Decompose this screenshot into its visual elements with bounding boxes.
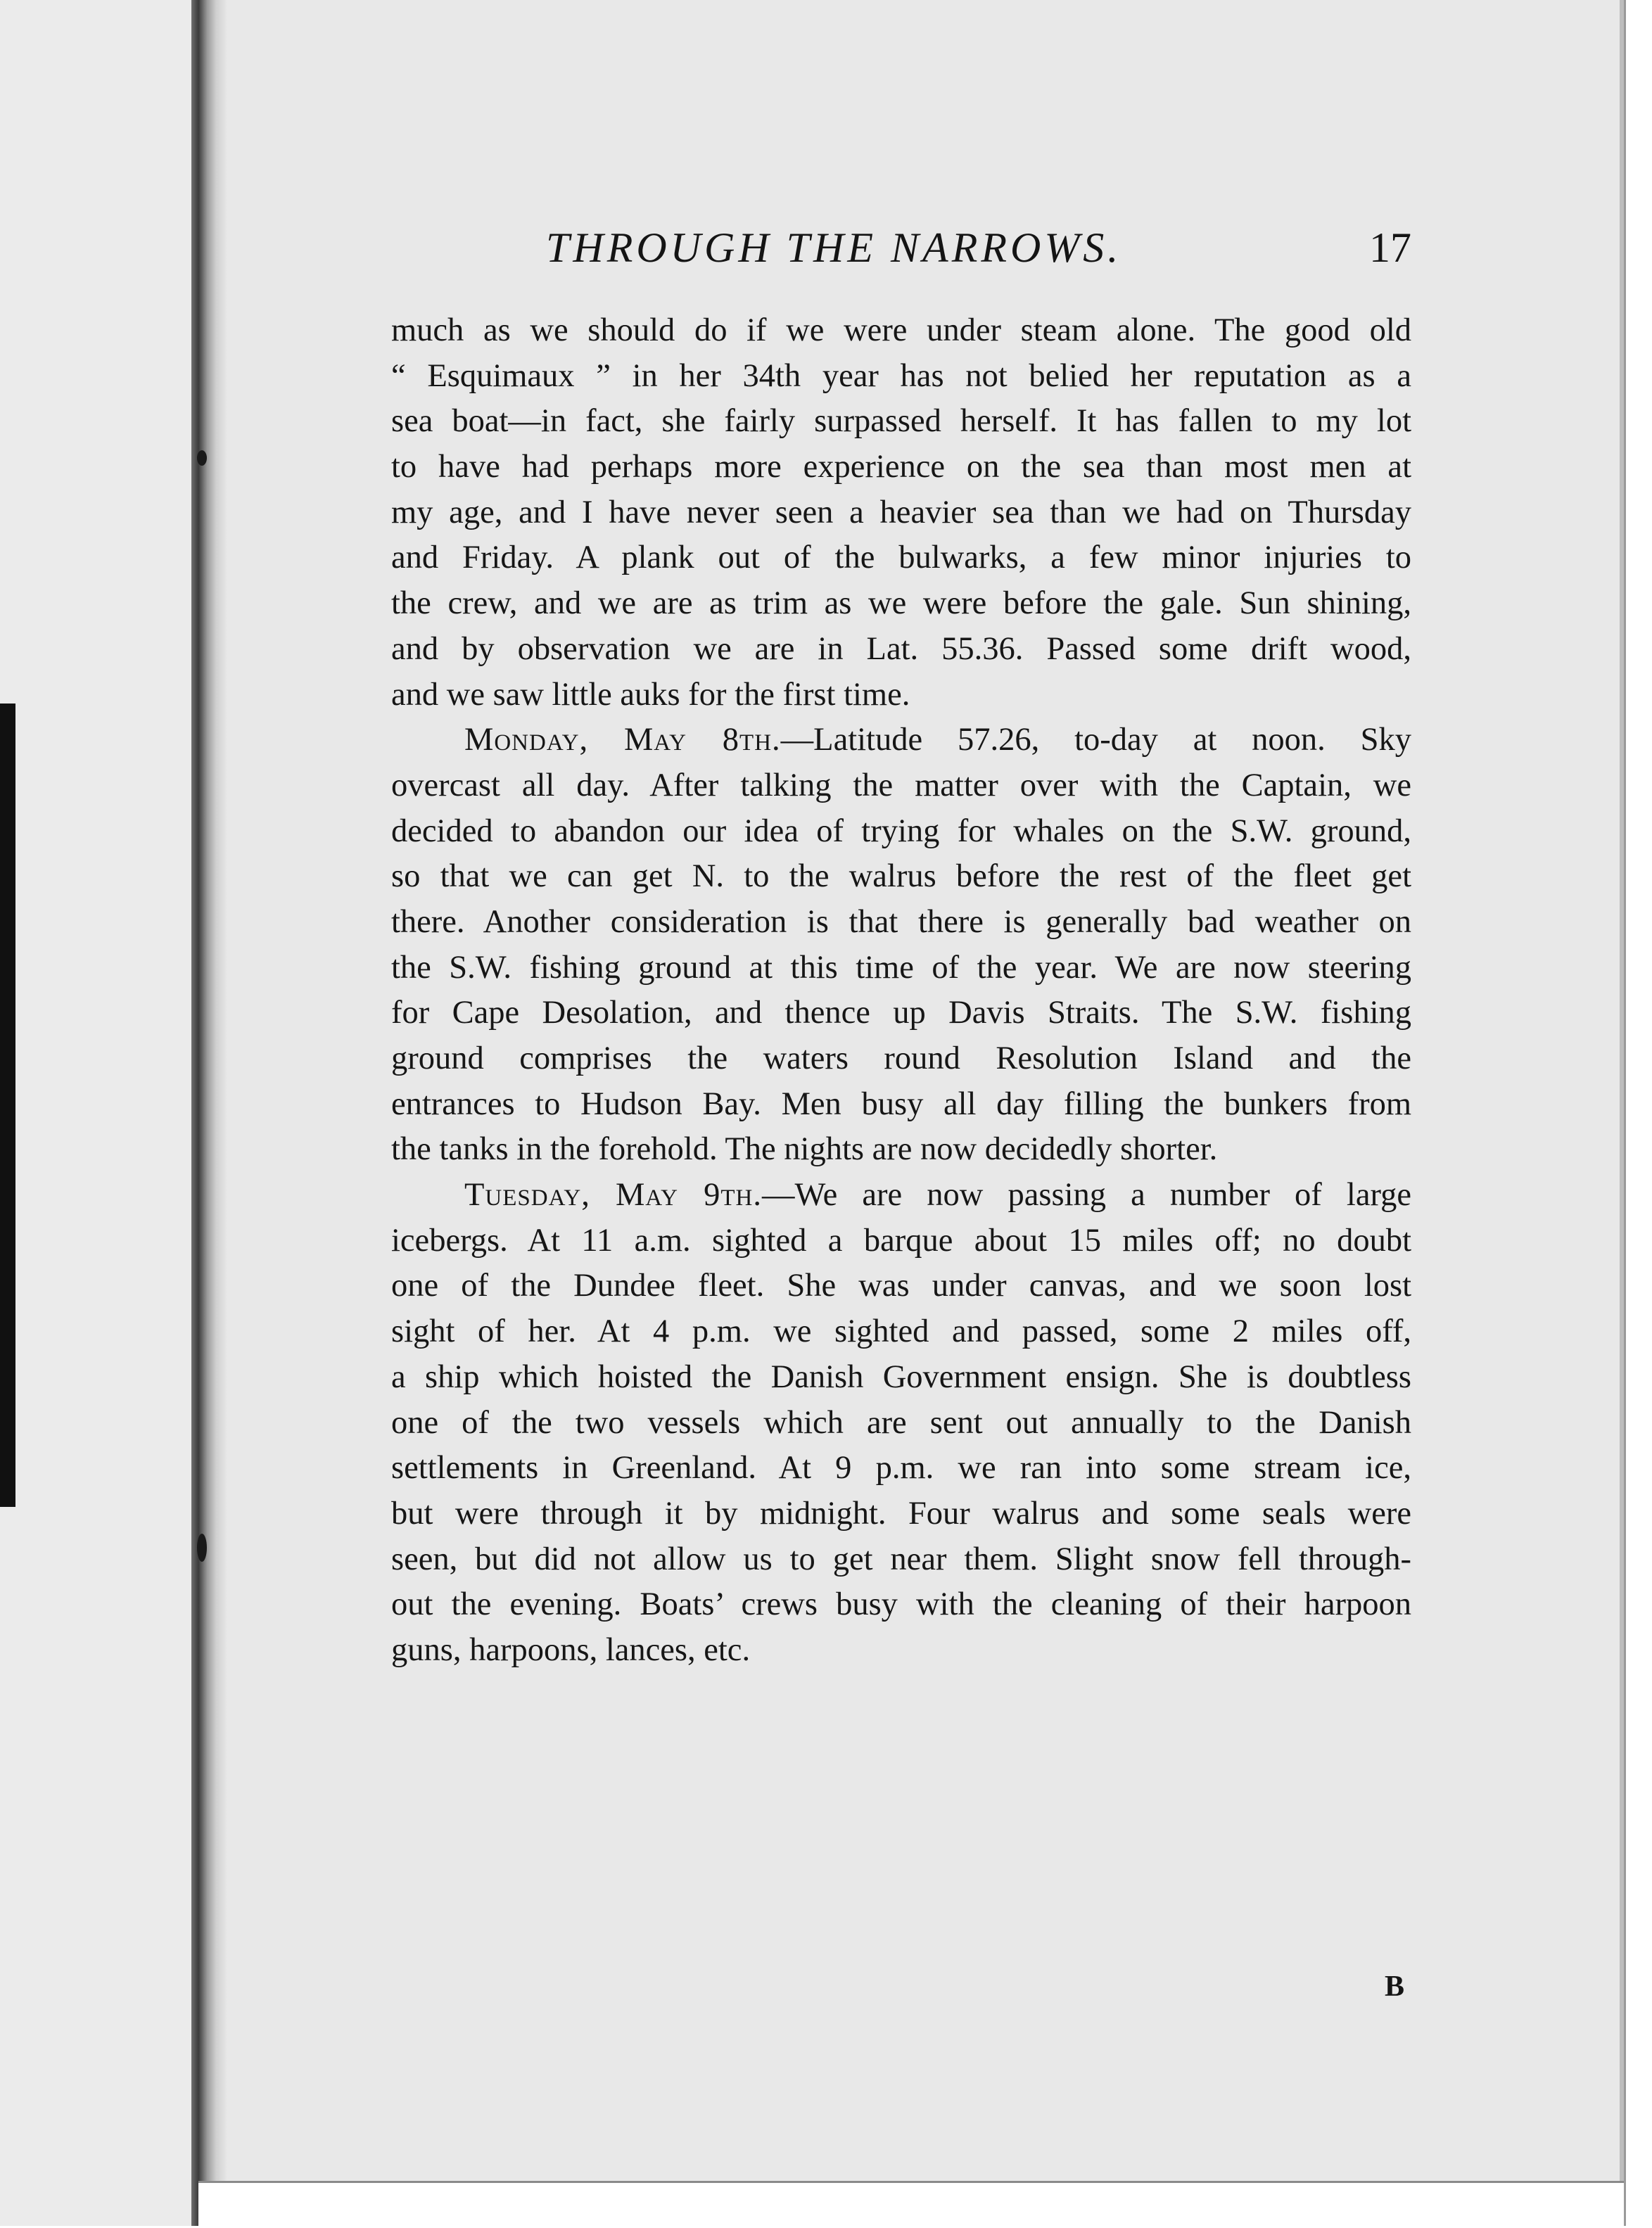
text-line: one of the Dundee fleet. She was under canvas, and we soon lost: [391, 1268, 1411, 1304]
page-right-edge: [1624, 0, 1652, 2226]
text-line: and we saw little auks for the first time.: [391, 676, 910, 713]
entry-text: —We are now passing a number of large: [761, 1177, 1412, 1214]
text-line: a ship which hoisted the Danish Government ensign. She is doubtless: [391, 1358, 1411, 1395]
text-line: to have had perhaps more experience on the sea than most men at: [391, 449, 1411, 485]
text-line: and Friday. A plank out of the bulwarks, a few minor injuries to: [391, 540, 1411, 576]
text-line: out the evening. Boats’ crews busy with the cleaning of their harpoon: [391, 1586, 1411, 1623]
text-line: and by observation we are in Lat. 55.36. Passed some drift wood,: [391, 630, 1411, 667]
text-line: but were through it by midnight. Four walrus and some seals were: [391, 1495, 1411, 1532]
text-line: sight of her. At 4 p.m. we sighted and passed, some 2 miles off,: [391, 1313, 1411, 1350]
text-line: much as we should do if we were under steam alone. The good old: [391, 312, 1411, 348]
text-line: my age, and I have never seen a heavier sea than we had on Thursday: [391, 494, 1411, 530]
text-line: overcast all day. After talking the matter over with the Captain, we: [391, 767, 1411, 803]
text-line: so that we can get N. to the walrus before the rest of the fleet get: [391, 858, 1411, 895]
text-line: guns, harpoons, lances, etc.: [391, 1631, 751, 1668]
book-gutter: [191, 0, 227, 2226]
body-text: [391, 308, 1411, 1674]
text-line: icebergs. At 11 a.m. sighted a barque about 15 miles off; no doubt: [391, 1222, 1411, 1259]
text-line: the tanks in the forehold. The nights are now decidedly shorter.: [391, 1131, 1218, 1168]
running-title: THROUGH THE NARROWS.: [546, 224, 1122, 271]
entry-first-line: [391, 718, 1411, 763]
text-line: there. Another consideration is that there is generally bad weather on: [391, 903, 1411, 940]
text-line: one of the two vessels which are sent out annually to the Danish: [391, 1404, 1411, 1441]
text-line: the S.W. fishing ground at this time of the year. We are now steering: [391, 949, 1411, 986]
left-facing-page: [0, 0, 191, 2226]
text-line: decided to abandon our idea of trying for whales on the S.W. ground,: [391, 813, 1411, 849]
text-line: for Cape Desolation, and thence up Davis Straits. The S.W. fishing: [391, 995, 1411, 1031]
entry-first-line: [391, 1173, 1411, 1218]
text-line: seen, but did not allow us to get near them. Slight snow fell through-: [391, 1541, 1411, 1577]
entry-text: —Latitude 57.26, to-day at noon. Sky: [780, 722, 1411, 758]
left-page-dark-strip: [0, 704, 15, 1507]
text-line: entrances to Hudson Bay. Men busy all day filling the bunkers from: [391, 1086, 1411, 1122]
text-line: sea boat—in fact, she fairly surpassed herself. It has fallen to my lot: [391, 403, 1411, 440]
entry-date-heading: Monday, May 8th.: [464, 722, 781, 758]
running-head: [391, 224, 1411, 280]
page-number: 17: [1369, 224, 1411, 271]
text-line: “ Esquimaux ” in her 34th year has not belied her reputation as a: [391, 357, 1411, 394]
text-line: the crew, and we are as trim as we were before the gale. Sun shining,: [391, 585, 1411, 622]
entry-date-heading: Tuesday, May 9th.: [464, 1177, 762, 1214]
page-bottom-margin: [198, 2181, 1627, 2228]
gutter-speck: [197, 1534, 207, 1562]
text-line: settlements in Greenland. At 9 p.m. we ran into some stream ice,: [391, 1450, 1411, 1487]
text-line: ground comprises the waters round Resolution Island and the: [391, 1040, 1411, 1076]
signature-mark: B: [1385, 1971, 1405, 2003]
gutter-speck: [197, 450, 207, 466]
